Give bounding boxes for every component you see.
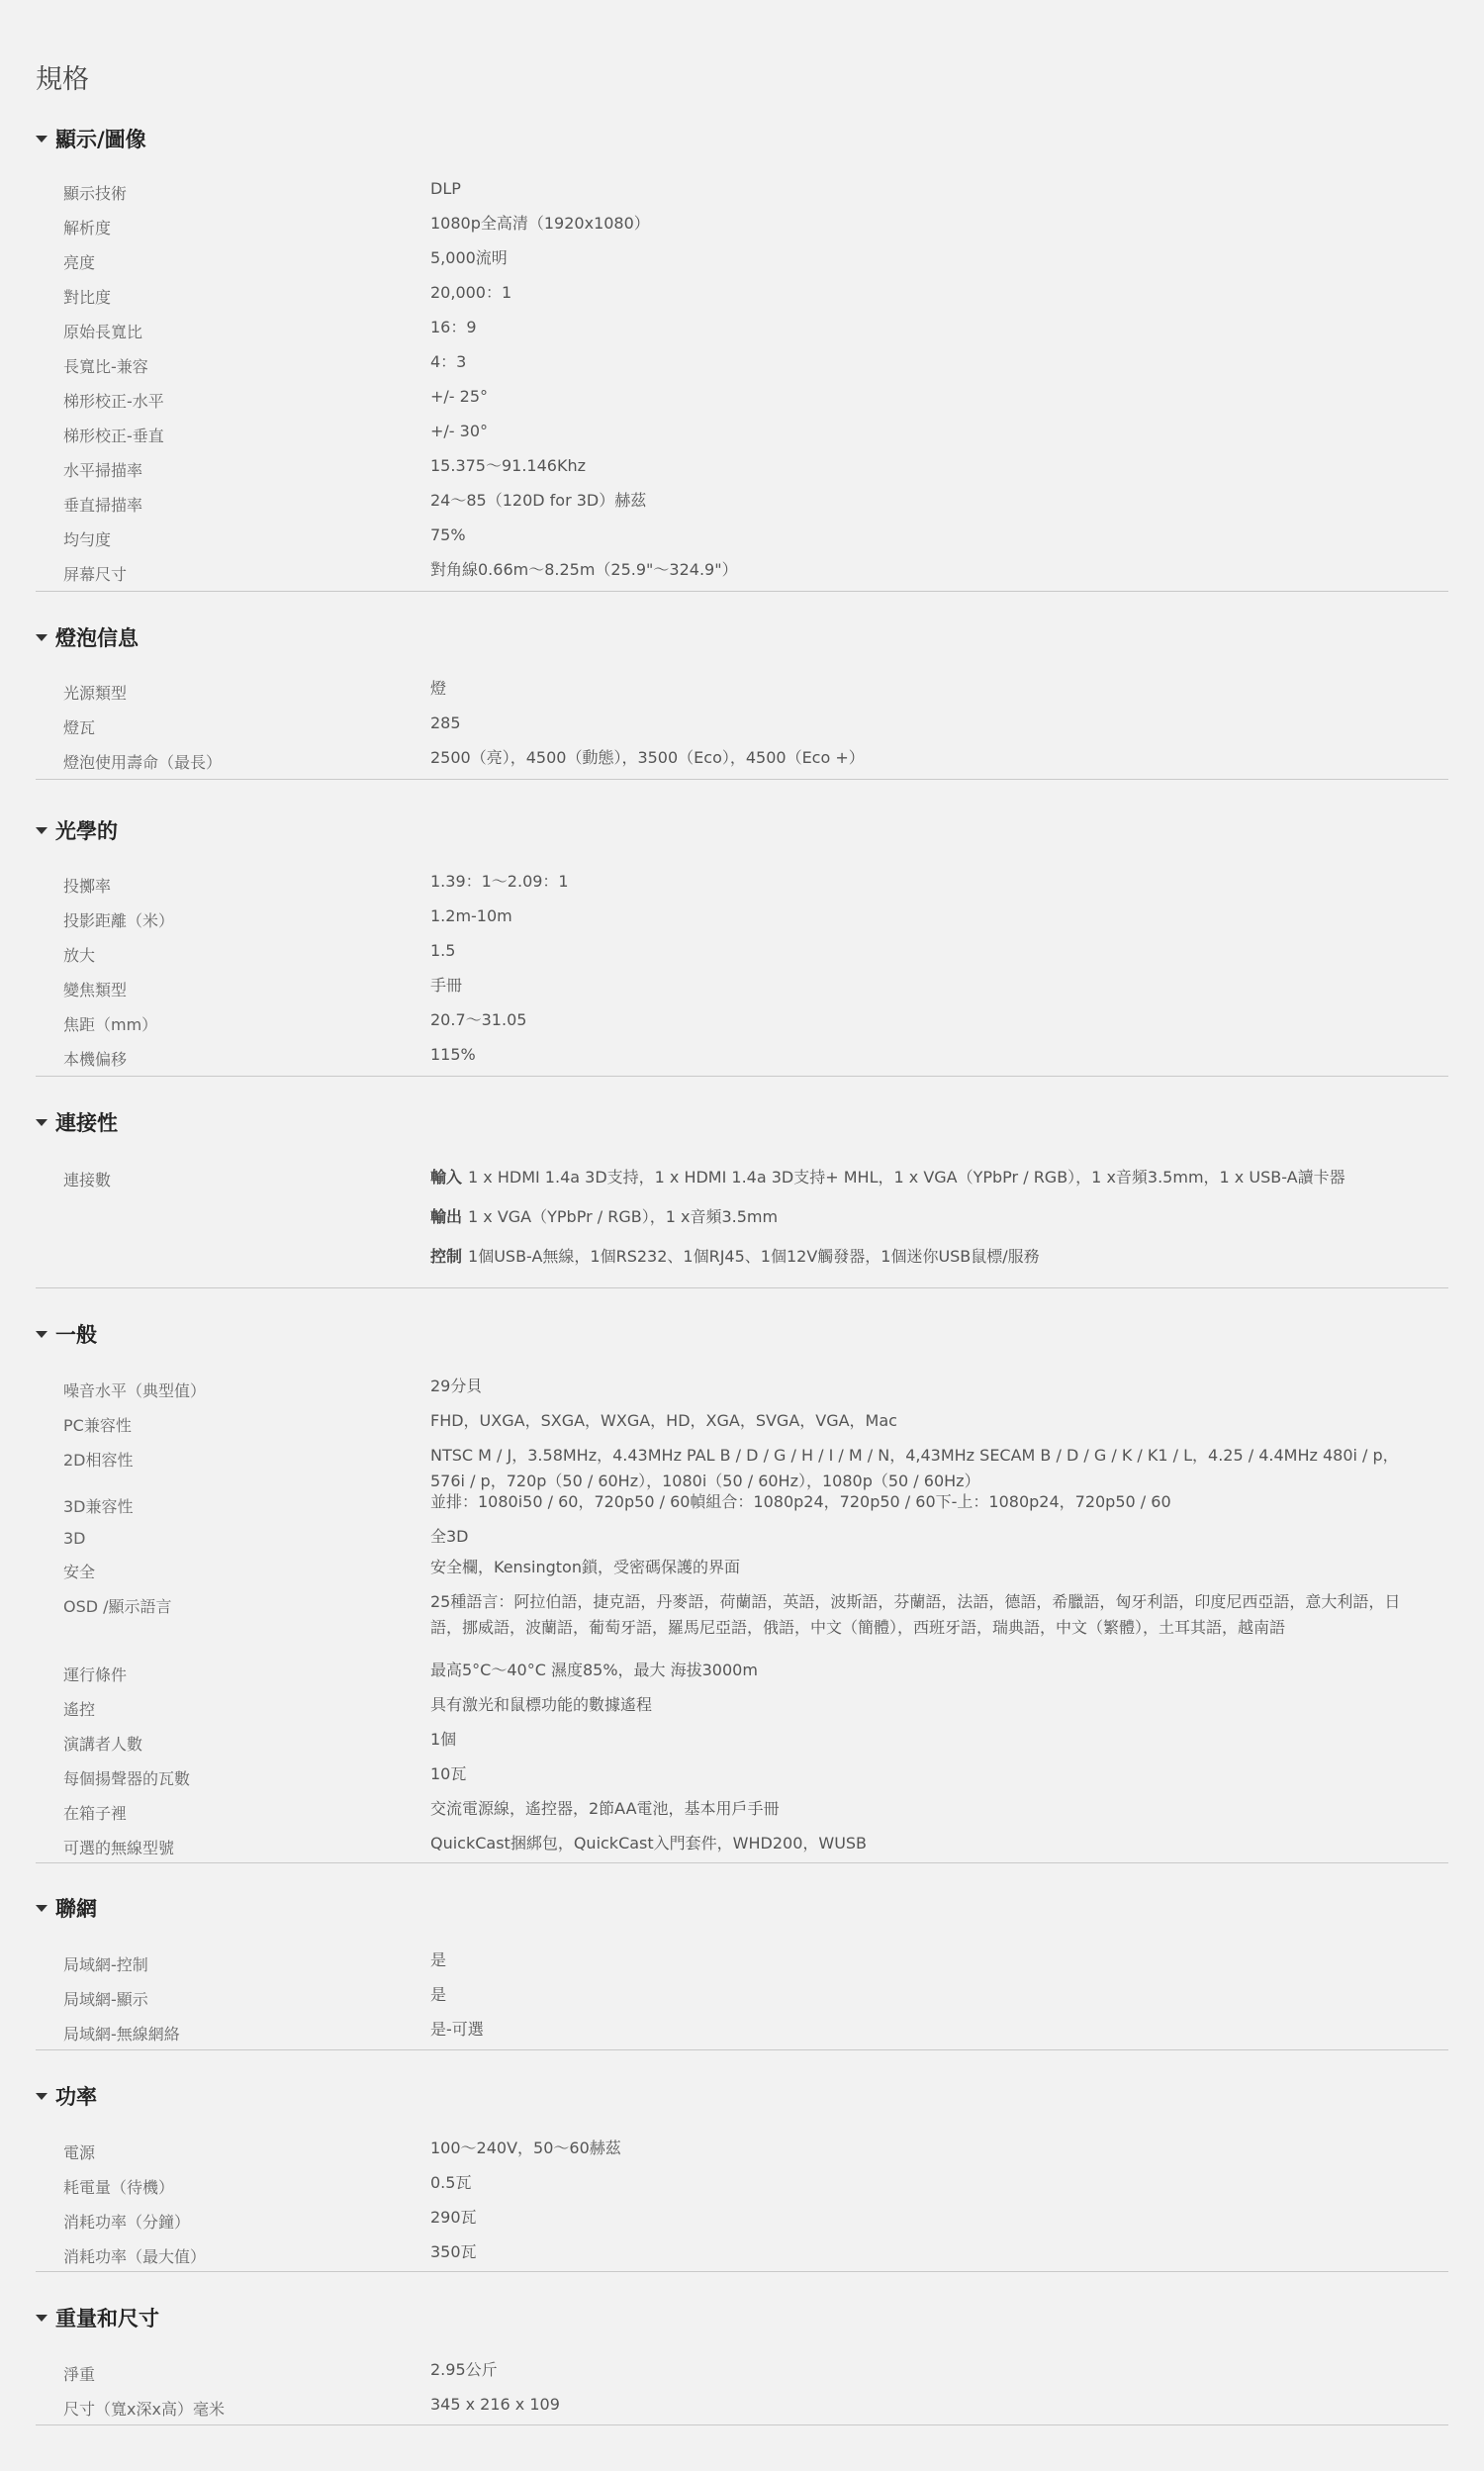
section-divider <box>36 591 1448 592</box>
spec-value: 290瓦 <box>430 2208 477 2227</box>
spec-label: 噪音水平（典型值） <box>63 1381 207 1400</box>
spec-label: 投影距離（米） <box>63 911 175 930</box>
section-title-optics: 光學的 <box>55 819 118 843</box>
spec-label: 放大 <box>63 946 96 965</box>
caret-down-icon <box>36 634 47 641</box>
section-header-connectivity[interactable] <box>36 1107 118 1137</box>
control-label: 控制 <box>430 1247 463 1266</box>
spec-value: +/- 30° <box>430 422 489 440</box>
section-divider <box>36 1076 1448 1077</box>
spec-value: +/- 25° <box>430 387 489 406</box>
spec-value: 全3D <box>430 1527 469 1546</box>
spec-label: 安全 <box>63 1563 96 1581</box>
spec-label: 局域網-顯示 <box>63 1990 148 2009</box>
spec-label: 尺寸（寬x深x高）毫米 <box>63 2400 225 2419</box>
connectivity-input <box>430 1165 1420 1204</box>
section-title-lamp: 燈泡信息 <box>55 626 139 650</box>
section-header-display[interactable] <box>36 124 146 153</box>
spec-label: 屏幕尺寸 <box>63 565 128 584</box>
spec-value: 29分貝 <box>430 1377 483 1395</box>
spec-value: QuickCast捆綁包，QuickCast入門套件，WHD200，WUSB <box>430 1834 868 1853</box>
caret-down-icon <box>36 827 47 834</box>
spec-value: 是 <box>430 1950 447 1969</box>
spec-label: 對比度 <box>63 288 112 307</box>
input-value: 1 x HDMI 1.4a 3D支持，1 x HDMI 1.4a 3D支持+ MHL，1 x VGA（YPbPr / RGB），1 x音頻3.5mm，1 x USB-A讀卡器 <box>468 1168 1345 1187</box>
spec-label: 長寬比-兼容 <box>63 357 148 376</box>
spec-label: 電源 <box>63 2143 96 2162</box>
spec-label: 局域網-控制 <box>63 1955 148 1974</box>
spec-label: 均勻度 <box>63 530 112 549</box>
section-divider <box>36 1862 1448 1863</box>
spec-label: 淨重 <box>63 2365 96 2384</box>
spec-label: 3D兼容性 <box>63 1497 134 1516</box>
spec-value: 345 x 216 x 109 <box>430 2395 560 2414</box>
spec-label: 可選的無線型號 <box>63 1839 175 1857</box>
spec-value: NTSC M / J，3.58MHz，4.43MHz PAL B / D / G / H / I / M / N，4,43MHz SECAM B / D / G / K / K1 / L，4.25 / 4.4MHz 480i / p，576i / p，720p（50 / 60Hz），1080i（50 / 60Hz），1080p（50 / 60Hz） <box>430 1446 1399 1490</box>
spec-label: 垂直掃描率 <box>63 496 143 515</box>
spec-label: 耗電量（待機） <box>63 2178 175 2197</box>
spec-value: 285 <box>430 713 461 732</box>
spec-label: 運行條件 <box>63 1665 128 1684</box>
section-header-power[interactable] <box>36 2081 97 2111</box>
section-header-lamp[interactable] <box>36 622 139 652</box>
spec-value: 20,000：1 <box>430 283 512 302</box>
output-value: 1 x VGA（YPbPr / RGB），1 x音頻3.5mm <box>468 1207 779 1226</box>
spec-label: 消耗功率（最大值） <box>63 2247 207 2266</box>
spec-value: 16：9 <box>430 318 477 336</box>
spec-label: OSD /顯示語言 <box>63 1597 172 1616</box>
spec-label: 原始長寬比 <box>63 323 143 341</box>
spec-value: 15.375～91.146Khz <box>430 456 587 475</box>
spec-value: 是 <box>430 1985 447 2004</box>
spec-label: 在箱子裡 <box>63 1804 128 1823</box>
spec-label: 亮度 <box>63 253 96 272</box>
spec-label: 本機偏移 <box>63 1050 128 1069</box>
section-title-power: 功率 <box>55 2085 97 2109</box>
spec-value: 最高5°C～40°C 濕度85%，最大 海拔3000m <box>430 1661 758 1679</box>
spec-label: 每個揚聲器的瓦數 <box>63 1769 191 1788</box>
spec-label: 遙控 <box>63 1700 96 1719</box>
spec-label: 焦距（mm） <box>63 1015 158 1034</box>
spec-label: 梯形校正-垂直 <box>63 427 164 445</box>
spec-label: 演講者人數 <box>63 1735 143 1754</box>
caret-down-icon <box>36 136 47 143</box>
input-label: 輸入 <box>430 1168 463 1187</box>
section-divider <box>36 2271 1448 2272</box>
spec-value: 1.39：1～2.09：1 <box>430 872 569 891</box>
section-divider <box>36 2424 1448 2425</box>
spec-value: 燈 <box>430 679 447 698</box>
spec-value: DLP <box>430 179 461 198</box>
spec-value: 1.2m-10m <box>430 906 512 925</box>
spec-label: 連接數 <box>63 1171 112 1189</box>
spec-value: 是-可選 <box>430 2020 484 2039</box>
caret-down-icon <box>36 1905 47 1912</box>
spec-value: 並排：1080i50 / 60，720p50 / 60幀組合：1080p24，720p50 / 60下-上：1080p24，720p50 / 60 <box>430 1492 1171 1511</box>
spec-label: 變焦類型 <box>63 981 128 999</box>
spec-value: 25種語言：阿拉伯語，捷克語，丹麥語，荷蘭語，英語，波斯語，芬蘭語，法語，德語，希臘語，匈牙利語，印度尼西亞語，意大利語，日語，挪威語，波蘭語，葡萄牙語，羅馬尼亞語，俄語，中文（簡體），西班牙語，瑞典語，中文（繁體），土耳其語，越南語 <box>430 1592 1401 1637</box>
spec-value: 4：3 <box>430 352 467 371</box>
spec-value: 1.5 <box>430 941 456 960</box>
spec-label: 燈泡使用壽命（最長） <box>63 753 223 772</box>
caret-down-icon <box>36 1119 47 1126</box>
section-title-weight: 重量和尺寸 <box>55 2307 159 2330</box>
spec-label: 水平掃描率 <box>63 461 143 480</box>
spec-label: 燈瓦 <box>63 718 96 737</box>
spec-value: 安全欄，Kensington鎖，受密碼保護的界面 <box>430 1558 740 1576</box>
section-header-general[interactable] <box>36 1319 97 1349</box>
spec-label: 顯示技術 <box>63 184 128 203</box>
section-title-display: 顯示/圖像 <box>55 128 146 151</box>
spec-value <box>430 1165 1420 1283</box>
control-value: 1個USB-A無線，1個RS232、1個RJ45、1個12V觸發器，1個迷你USB鼠標/服務 <box>468 1247 1040 1266</box>
spec-value: 對角線0.66m～8.25m（25.9"～324.9"） <box>430 560 738 579</box>
section-title-network: 聯網 <box>55 1897 97 1921</box>
spec-value: 手冊 <box>430 976 463 995</box>
spec-label: 局域網-無線網絡 <box>63 2025 180 2043</box>
page-title: 規格 <box>36 64 89 95</box>
spec-value: 75% <box>430 525 466 544</box>
spec-value: 2.95公斤 <box>430 2360 498 2379</box>
connectivity-control <box>430 1244 1420 1283</box>
spec-label: PC兼容性 <box>63 1416 132 1435</box>
output-label: 輸出 <box>430 1207 463 1226</box>
spec-value: 2500（亮），4500（動態），3500（Eco），4500（Eco +） <box>430 748 865 767</box>
spec-label: 梯形校正-水平 <box>63 392 164 411</box>
spec-label: 3D <box>63 1529 86 1548</box>
section-divider <box>36 779 1448 780</box>
spec-value: 0.5瓦 <box>430 2173 472 2192</box>
section-title-general: 一般 <box>55 1323 97 1347</box>
spec-value: 100～240V，50～60赫茲 <box>430 2138 621 2157</box>
spec-value: 20.7～31.05 <box>430 1010 527 1029</box>
spec-value: FHD，UXGA，SXGA，WXGA，HD，XGA，SVGA，VGA，Mac <box>430 1411 897 1430</box>
spec-value: 具有激光和鼠標功能的數據遙程 <box>430 1695 653 1714</box>
spec-value: 10瓦 <box>430 1764 467 1783</box>
spec-label: 光源類型 <box>63 684 128 703</box>
spec-value: 5,000流明 <box>430 248 508 267</box>
section-title-connectivity: 連接性 <box>55 1111 118 1135</box>
spec-value: 1080p全高清（1920x1080） <box>430 214 650 233</box>
section-header-optics[interactable] <box>36 815 118 845</box>
spec-value: 115% <box>430 1045 476 1064</box>
section-divider <box>36 2049 1448 2050</box>
spec-label: 消耗功率（分鐘） <box>63 2213 191 2232</box>
spec-value: 24～85（120D for 3D）赫茲 <box>430 491 647 510</box>
spec-label: 投擲率 <box>63 877 112 896</box>
spec-value: 交流電源線，遙控器，2節AA電池，基本用戶手冊 <box>430 1799 780 1818</box>
spec-label: 解析度 <box>63 219 112 238</box>
section-header-weight[interactable] <box>36 2303 159 2332</box>
section-divider <box>36 1287 1448 1288</box>
caret-down-icon <box>36 2093 47 2100</box>
caret-down-icon <box>36 2315 47 2322</box>
connectivity-output <box>430 1204 1420 1244</box>
spec-value: 1個 <box>430 1730 457 1749</box>
spec-value: 350瓦 <box>430 2242 477 2261</box>
caret-down-icon <box>36 1331 47 1338</box>
spec-label: 2D相容性 <box>63 1451 134 1470</box>
section-header-network[interactable] <box>36 1893 97 1923</box>
